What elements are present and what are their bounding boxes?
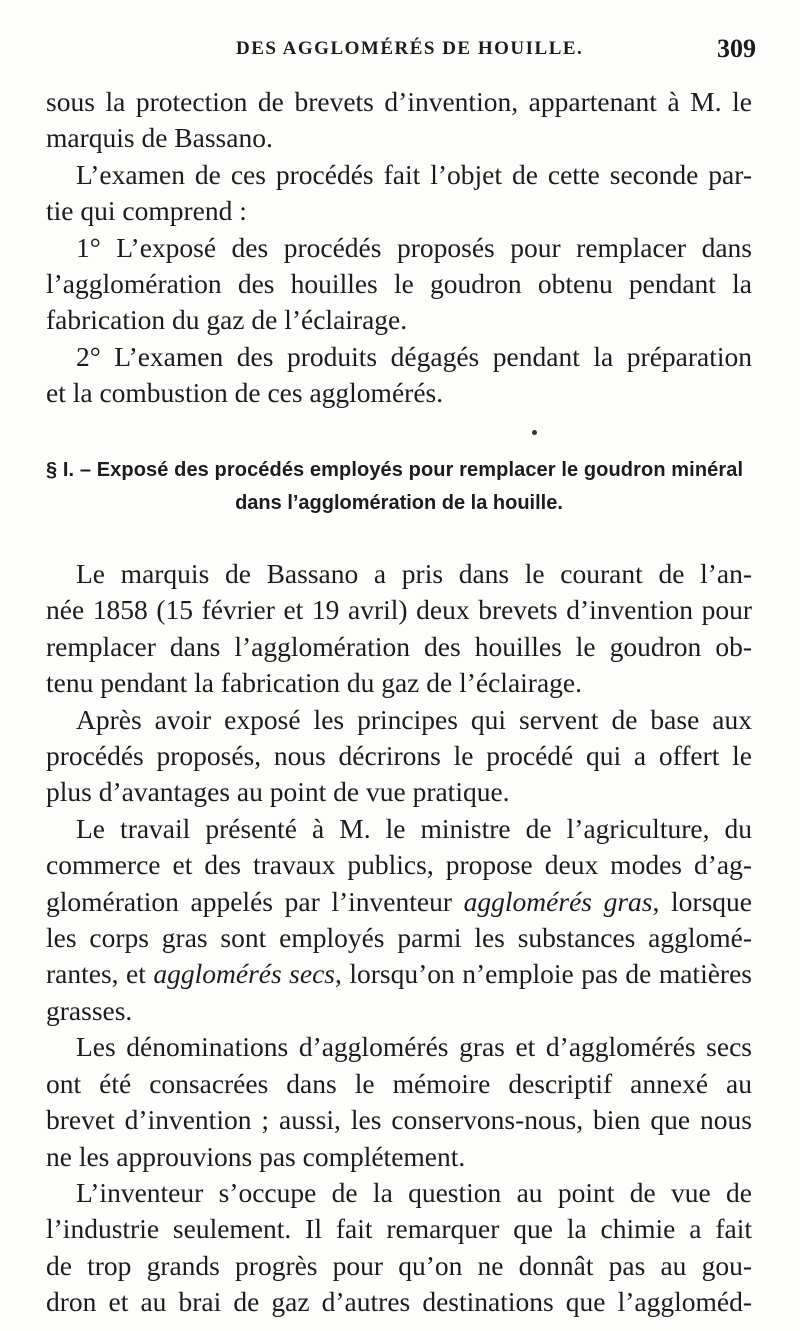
paragraph (46, 84, 752, 157)
section-text (46, 556, 752, 1321)
paragraph (46, 1175, 752, 1321)
text-line (46, 956, 752, 992)
paragraph (46, 702, 752, 811)
paragraph (46, 556, 752, 702)
text-line (46, 884, 752, 920)
paragraph (46, 339, 752, 412)
italic-term: agglomérés gras (463, 885, 653, 917)
text-line: tenu pendant la fabrication du gaz de l’éclairage. (46, 667, 582, 699)
text-line: Les dénominations d’agglomérés gras et d’agglomérés secs (76, 1031, 752, 1063)
text-line: l’industrie seulement. Il fait remarquer que la chimie a fait (46, 1213, 752, 1245)
section-heading-line: dans l’agglomération de la houille. (235, 492, 563, 514)
text-line: marquis de Bassano. (46, 122, 273, 154)
text-line: l’agglomération des houilles le goudron obtenu pendant la (46, 268, 752, 300)
section-heading (46, 454, 752, 520)
text-line: L’examen de ces procédés fait l’objet de cette seconde par- (76, 158, 752, 190)
text-line: et la combustion de ces agglomérés. (46, 377, 444, 409)
paragraph (46, 230, 752, 339)
text-line: Le marquis de Bassano a pris dans le courant de l’an- (76, 558, 752, 589)
text-line: de trop grands progrès pour qu’on ne donnât pas au gou- (46, 1249, 752, 1281)
text-line: 1° L’exposé des procédés proposés pour remplacer dans (76, 231, 752, 263)
text-line: Le travail présenté à M. le ministre de l’agriculture, du (76, 812, 752, 844)
page-number: 309 (717, 34, 756, 63)
paragraph (46, 157, 752, 230)
text-line: sous la protection de brevets d’invention, appartenant à M. le (46, 86, 752, 117)
text-line: fabrication du gaz de l’éclairage. (46, 304, 408, 336)
text-line: L’inventeur s’occupe de la question au point de vue de (76, 1176, 752, 1208)
text-line: commerce et des travaux publics, propose deux modes d’ag- (46, 849, 752, 881)
text-line: procédés proposés, nous décrirons le procédé qui a offert le (46, 740, 752, 772)
text-line: remplacer dans l’agglomération des houilles le goudron ob- (46, 630, 752, 662)
text-line: née 1858 (15 février et 19 avril) deux brevets d’invention pour (46, 594, 752, 626)
section-heading-line: § I. – Exposé des procédés employés pour remplacer le goudron minéral (46, 459, 744, 481)
ink-dot (532, 430, 537, 435)
running-head: DES AGGLOMÉRÉS DE HOUILLE. (236, 38, 584, 59)
text-line: ont été consacrées dans le mémoire descriptif annexé au (46, 1067, 752, 1099)
text-run: rantes, et (46, 958, 154, 990)
text-line: les corps gras sont employés parmi les substances agglomé- (46, 922, 752, 954)
intro-text (46, 84, 752, 412)
text-line: 2° L’examen des produits dégagés pendant la préparation (76, 340, 752, 372)
text-line: ne les approuvions pas complétement. (46, 1140, 466, 1172)
text-line: brevet d’invention ; aussi, les conservons-nous, bien que nous (46, 1104, 752, 1136)
paragraph (46, 811, 752, 1029)
paragraph (46, 1029, 752, 1175)
italic-term: agglomérés secs (153, 958, 335, 990)
text-run: glomération appelés par l’inventeur (46, 885, 464, 917)
text-line: grasses. (46, 994, 133, 1026)
text-line: Après avoir exposé les principes qui servent de base aux (76, 703, 752, 735)
text-line: plus d’avantages au point de vue pratique. (46, 776, 510, 808)
text-line: dron et au brai de gaz d’autres destinations que l’aggloméd- (46, 1286, 752, 1318)
text-run: , lorsque (652, 885, 752, 917)
text-run: , lorsqu’on n’emploie pas de matières (335, 958, 752, 990)
text-line: tie qui comprend : (46, 195, 247, 227)
page-header (46, 30, 756, 70)
